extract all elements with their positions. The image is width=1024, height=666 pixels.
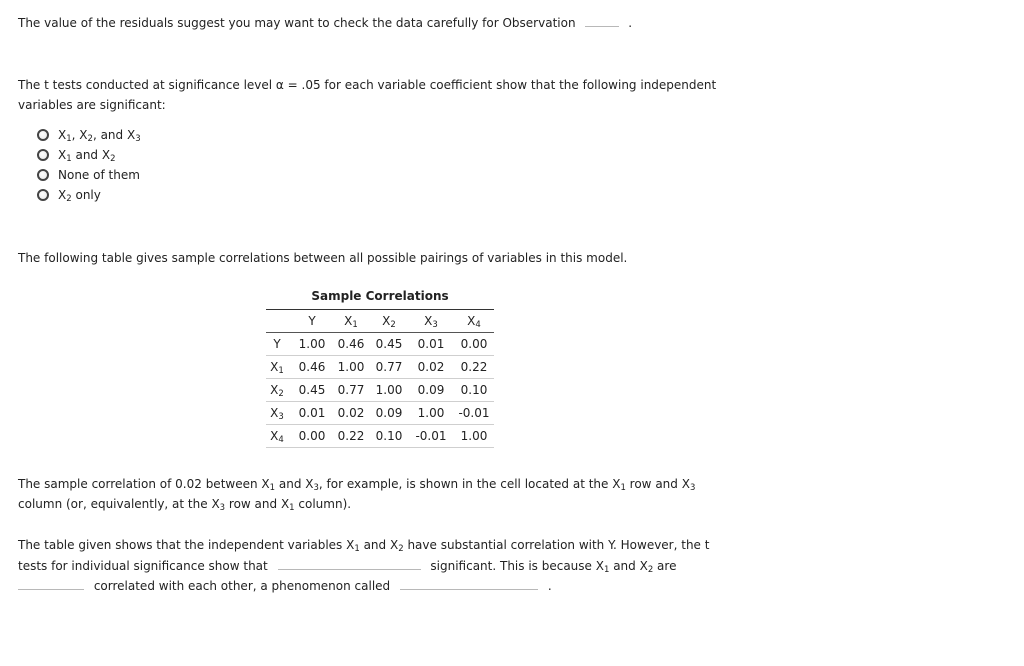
option-label: $X_1$, $X_2$, and $X_3$ bbox=[58, 128, 141, 144]
q4-significance-blank[interactable] bbox=[278, 555, 421, 570]
table-row bbox=[266, 333, 494, 356]
table-cell: 0.09 bbox=[417, 383, 445, 397]
radio-option-x1-and-x2[interactable] bbox=[37, 145, 116, 165]
table-intro: The following table gives sample correlations between all possible pairings of variables in this model. bbox=[18, 251, 628, 265]
q1-sentence bbox=[18, 12, 632, 33]
table-row bbox=[266, 356, 494, 379]
explain-line1: The sample correlation of 0.02 between $X_1$ and $X_3$, for example, is shown in the cell located at the $X_1$ row and $X_3$ bbox=[18, 477, 696, 493]
table-row bbox=[266, 379, 494, 402]
column-header: $X_3$ bbox=[424, 314, 438, 330]
table-cell: 0.10 bbox=[460, 383, 488, 397]
q4-phenomenon-blank[interactable] bbox=[400, 575, 538, 590]
radio-option-none[interactable] bbox=[37, 165, 140, 185]
row-header: $X_1$ bbox=[270, 360, 284, 376]
q1-period: . bbox=[628, 16, 633, 30]
table-cell: 0.22 bbox=[460, 360, 488, 374]
radio-option-x2-only[interactable] bbox=[37, 185, 101, 205]
table-cell: 0.01 bbox=[298, 406, 326, 420]
table-cell: 0.09 bbox=[375, 406, 403, 420]
row-header: Y bbox=[273, 337, 281, 351]
table-cell: 1.00 bbox=[375, 383, 403, 397]
table-cell: 0.02 bbox=[337, 406, 365, 420]
table-cell: 0.01 bbox=[417, 337, 445, 351]
q2-prompt-line2: variables are significant: bbox=[18, 98, 166, 112]
table-cell: 1.00 bbox=[417, 406, 445, 420]
column-header: $X_2$ bbox=[382, 314, 396, 330]
table-cell: 0.10 bbox=[375, 429, 403, 443]
table-cell: 1.00 bbox=[337, 360, 365, 374]
table-cell: 0.00 bbox=[460, 337, 488, 351]
q4-line2: tests for individual significance show that significant. This is because $X_1$ and $X_2$ are bbox=[18, 555, 676, 576]
row-header: $X_4$ bbox=[270, 429, 284, 445]
option-label: $X_2$ only bbox=[58, 188, 101, 204]
column-header: Y bbox=[308, 314, 316, 328]
q2-prompt-line1: The t tests conducted at significance level α = .05 for each variable coefficient show that the following independent bbox=[18, 78, 717, 92]
table-cell: 0.22 bbox=[337, 429, 365, 443]
table-cell: 0.77 bbox=[375, 360, 403, 374]
radio-circle[interactable] bbox=[37, 169, 49, 181]
q1-text: The value of the residuals suggest you may want to check the data carefully for Observation bbox=[18, 16, 576, 30]
table-header-row bbox=[266, 310, 494, 333]
radio-circle[interactable] bbox=[37, 129, 49, 141]
table-cell: 0.00 bbox=[298, 429, 326, 443]
explain-line2: column (or, equivalently, at the $X_3$ row and $X_1$ column). bbox=[18, 497, 352, 513]
table-cell: -0.01 bbox=[458, 406, 490, 420]
table-cell: 0.45 bbox=[298, 383, 326, 397]
table-title: Sample Correlations bbox=[311, 289, 449, 303]
column-header: $X_1$ bbox=[344, 314, 358, 330]
radio-circle[interactable] bbox=[37, 149, 49, 161]
correlation-table bbox=[266, 309, 494, 448]
table-cell: -0.01 bbox=[415, 429, 447, 443]
table-cell: 0.46 bbox=[337, 337, 365, 351]
radio-circle[interactable] bbox=[37, 189, 49, 201]
radio-option-x1-x2-x3[interactable] bbox=[37, 125, 141, 145]
option-label: None of them bbox=[58, 168, 140, 182]
table-cell: 1.00 bbox=[298, 337, 326, 351]
table-row bbox=[266, 425, 494, 448]
table-row bbox=[266, 402, 494, 425]
option-label: $X_1$ and $X_2$ bbox=[58, 148, 116, 164]
table-cell: 1.00 bbox=[460, 429, 488, 443]
table-cell: 0.77 bbox=[337, 383, 365, 397]
row-header: $X_2$ bbox=[270, 383, 284, 399]
table-cell: 0.45 bbox=[375, 337, 403, 351]
table-cell: 0.02 bbox=[417, 360, 445, 374]
row-header: $X_3$ bbox=[270, 406, 284, 422]
q4-line1: The table given shows that the independent variables $X_1$ and $X_2$ have substantial correlation with Y. However, the t bbox=[18, 538, 710, 554]
column-header: $X_4$ bbox=[467, 314, 481, 330]
q1-observation-blank[interactable] bbox=[585, 12, 619, 27]
q4-correlation-degree-blank[interactable] bbox=[18, 575, 84, 590]
q4-line3: correlated with each other, a phenomenon called . bbox=[18, 575, 552, 596]
table-cell: 0.46 bbox=[298, 360, 326, 374]
